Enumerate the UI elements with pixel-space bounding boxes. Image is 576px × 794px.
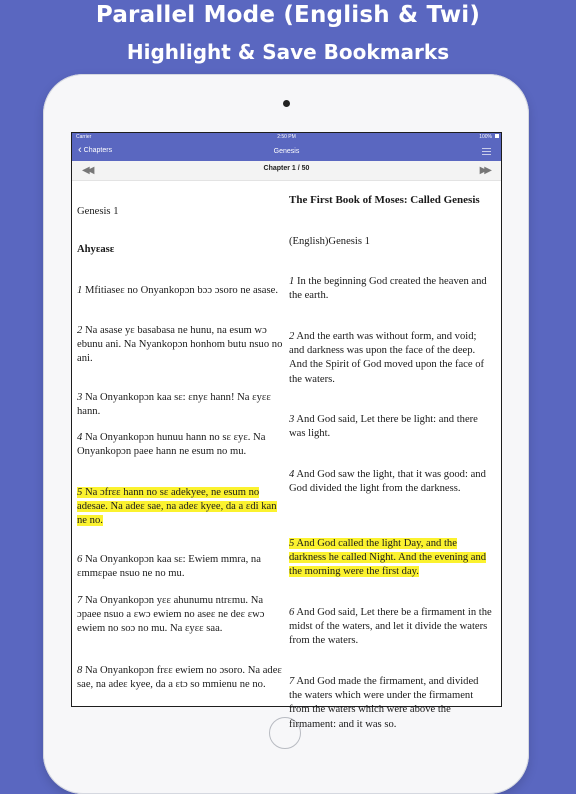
- english-verse-5-highlighted[interactable]: 5 And God called the light Day, and the darkness he called Night. And the evening and the morning were the first day.: [289, 538, 487, 578]
- nav-title: Genesis: [273, 148, 300, 155]
- headline-subtitle: Highlight & Save Bookmarks: [126, 40, 450, 64]
- battery-level: 100%: [479, 134, 492, 140]
- english-book-label: (English)Genesis 1: [289, 236, 370, 247]
- twi-verse-5-highlighted[interactable]: 5 Na ɔfrɛɛ hann no sɛ adekyee, ne esum no adesae. Na adeɛ sae, na adeɛ kyee, da a ɛdi kan ne no.: [77, 487, 277, 527]
- english-verse-6[interactable]: 6 And God said, Let there be a firmament in the midst of the waters, and let it divide the waters from the waters.: [289, 607, 492, 647]
- status-time: 2:50 PM: [277, 134, 296, 140]
- twi-book-label: Genesis 1: [77, 206, 119, 217]
- twi-verse-6[interactable]: 6 Na Onyankopɔn kaa sɛ: Ewiem mmra, na ɛmmɛpae nsuo ne no mu.: [77, 554, 261, 580]
- twi-heading: Ahyɛasɛ: [77, 244, 115, 255]
- twi-verse-2[interactable]: 2 Na asase yɛ basabasa ne hunu, na esum wɔ ebunu ani. Na Nyankopɔn honhom butu nsuo no ani.: [77, 325, 283, 365]
- english-verse-1[interactable]: 1 In the beginning God created the heaven and the earth.: [289, 276, 487, 302]
- twi-verse-1[interactable]: 1 Mfitiaseɛ no Onyankopɔn bɔɔ ɔsoro ne asase.: [77, 285, 278, 296]
- chevron-left-icon: ‹: [78, 144, 82, 156]
- english-verse-4[interactable]: 4 And God saw the light, that it was good: and God divided the light from the darkness.: [289, 469, 486, 495]
- next-chapter-icon[interactable]: ▶▶: [479, 165, 489, 176]
- carrier-label: Carrier: [76, 134, 92, 140]
- twi-verse-3[interactable]: 3 Na Onyankopɔn kaa sɛ: ɛnyɛ hann! Na ɛyɛɛ hann.: [77, 392, 271, 418]
- twi-verse-8[interactable]: 8 Na Onyankopɔn frɛɛ ewiem no ɔsoro. Na adeɛ sae, na adeɛ kyee, da a ɛtɔ so mmienu ne no.: [77, 665, 282, 691]
- ipad-frame: [43, 74, 529, 794]
- chapter-indicator: Chapter 1 / 50: [263, 165, 310, 172]
- nav-bar: [72, 142, 501, 161]
- camera-dot: [283, 100, 290, 107]
- parallel-columns: [72, 181, 501, 730]
- chapter-bar: [72, 161, 501, 181]
- twi-verse-4[interactable]: 4 Na Onyankopɔn hunuu hann no sɛ ɛyɛ. Na Onyankopɔn paee hann ne esum no mu.: [77, 432, 266, 458]
- english-verse-2[interactable]: 2 And the earth was without form, and void; and darkness was upon the face of the deep. And the Spirit of God moved upon the face of the waters.: [289, 331, 485, 385]
- english-verse-3[interactable]: 3 And God said, Let there be light: and there was light.: [289, 414, 478, 440]
- back-label: Chapters: [83, 147, 113, 154]
- menu-icon[interactable]: [482, 148, 491, 155]
- battery-icon: [495, 134, 499, 138]
- english-title: The First Book of Moses: Called Genesis: [289, 194, 480, 206]
- twi-verse-7[interactable]: 7 Na Onyankopɔn yɛɛ ahunumu ntrɛmu. Na ɔpaee nsuo a ɛwɔ ewiem no aseɛ ne deɛ ɛwɔ ewiem no soɔ no mu. Na ɛyɛɛ saa.: [77, 595, 265, 635]
- english-verse-7[interactable]: 7 And God made the firmament, and divided the waters which were under the firmament from the waters which were above the firmament: and it was so.: [289, 676, 479, 730]
- previous-chapter-icon[interactable]: ◀◀: [82, 165, 92, 176]
- app-screen: [71, 132, 502, 730]
- status-bar: [72, 133, 501, 142]
- headline-title: Parallel Mode (English & Twi): [95, 2, 481, 28]
